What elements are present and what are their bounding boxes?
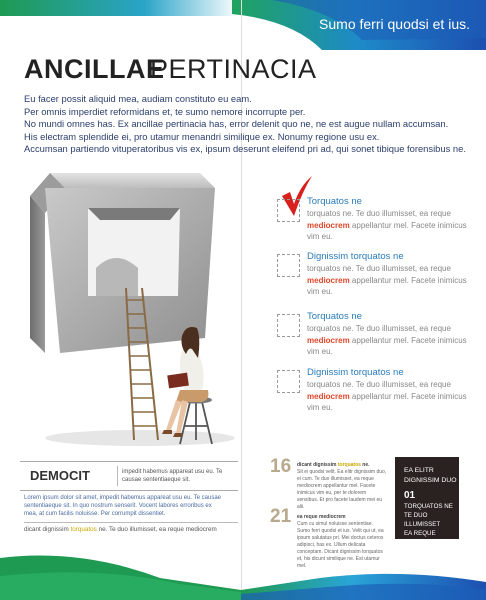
bottom-caption bbox=[24, 526, 217, 533]
intro-line: Eu facer possit aliquid mea, audiam constituto eu eam. bbox=[24, 93, 252, 104]
highlight-box bbox=[395, 457, 459, 555]
caption-text: dicant dignissim bbox=[24, 526, 71, 533]
checklist-title: Dignissim torquatos ne bbox=[307, 251, 404, 262]
highlight-box-line: TORQUATOS NE bbox=[404, 503, 453, 510]
page-fold bbox=[241, 0, 242, 600]
democit-text: impedit habemus appareat usu eu. Te causae sententiaeque sit. bbox=[122, 469, 223, 483]
checklist-highlight: mediocrem bbox=[307, 335, 350, 345]
checklist-line: appellantur mel. Facete inimicus bbox=[351, 220, 467, 230]
page-title-light: PERTINACIA bbox=[150, 54, 317, 84]
page-title-bold: ANCILLAE bbox=[24, 54, 165, 84]
intro-line: Per omnis imperdiet reformidans et, te sumo nemore incorrupte per. bbox=[24, 105, 306, 117]
checklist-line: vim eu. bbox=[307, 232, 333, 241]
numbered-item-text bbox=[297, 462, 387, 511]
top-banner bbox=[232, 0, 486, 50]
checklist-item bbox=[277, 251, 467, 301]
highlight-box-line: EA REQUE MEDIOCREM bbox=[404, 530, 443, 546]
top-left-stripe bbox=[0, 0, 240, 16]
democit-title: DEMOCIT bbox=[30, 468, 90, 483]
intro-line: Accumsan partiendo vituperatoribus vis ex, ipsum deserunt eleifend pri ad, qui sonet tibique forensibus ne. bbox=[24, 143, 466, 154]
checklist-line: vim eu. bbox=[307, 403, 333, 412]
lorem-paragraph: Lorem ipsum dolor sit amet, impedit habemus appareat usu eu. Te causae sententiaeque sit. In quo nostrum senserit. Vocent labores erroribus ex mea, at cum facilis noluisse. Per corrumpit dissentiet. bbox=[24, 495, 221, 517]
intro-paragraph bbox=[24, 93, 464, 156]
checklist-item bbox=[277, 196, 467, 246]
checklist-highlight: mediocrem bbox=[307, 391, 350, 401]
checkbox[interactable] bbox=[277, 199, 300, 222]
checklist-title: Torquatos ne bbox=[307, 196, 362, 207]
democit-divider bbox=[117, 466, 118, 486]
checklist-body bbox=[307, 263, 467, 298]
divider bbox=[24, 522, 238, 523]
checklist-line: appellantur mel. Facete inimicus bbox=[351, 275, 467, 285]
numbered-item-title: ne. bbox=[360, 462, 370, 468]
democit-box bbox=[20, 461, 238, 491]
checklist-line: torquatos ne. Te duo illumisset, ea reque bbox=[307, 380, 451, 389]
caption-highlight: torquatos bbox=[70, 526, 97, 533]
checklist-line: appellantur mel. Facete inimicus bbox=[351, 391, 467, 401]
numbered-item-highlight: torquatos bbox=[337, 462, 361, 468]
checklist-body bbox=[307, 379, 467, 414]
item-number: 21 bbox=[270, 506, 292, 527]
checklist-body bbox=[307, 323, 467, 358]
checklist-line: vim eu. bbox=[307, 347, 333, 356]
caption-text: ne. Te duo illumisset, ea reque mediocrem bbox=[96, 526, 217, 533]
checkbox[interactable] bbox=[277, 370, 300, 393]
checklist-line: vim eu. bbox=[307, 287, 333, 296]
intro-line: No mundi omnes has. Ex ancillae pertinacia has, error delenit quo ne, ne est augue nullam accumsan. bbox=[24, 118, 449, 129]
checklist-highlight: mediocrem bbox=[307, 220, 350, 230]
checklist-highlight: mediocrem bbox=[307, 275, 350, 285]
highlight-box-number: 01 bbox=[404, 490, 416, 501]
bottom-wave-decoration bbox=[0, 548, 486, 600]
highlight-box-line: TE DUO ILLUMISSET bbox=[404, 512, 441, 528]
checklist-body bbox=[307, 208, 467, 243]
intro-line: His electram splendide ei, pro utamur menandri similique ex. Nonumy regione usu ex. bbox=[24, 130, 380, 142]
numbered-item-title: ea reque mediocrem bbox=[297, 514, 346, 520]
highlight-box-line: DIGNISSIM DUO bbox=[404, 477, 457, 484]
checklist-title: Torquatos ne bbox=[307, 311, 362, 322]
item-number: 16 bbox=[270, 456, 292, 477]
highlight-box-line: EA ELITR bbox=[404, 467, 434, 474]
checklist-item bbox=[277, 367, 467, 417]
highlight-box-heading bbox=[404, 466, 457, 486]
numbered-item-body: Sit ei quodsi velit. Ea elitr dignissim duo, ei cum. Te duo illumisset, ea reque mediocrem appellantur mel. Facete inimicus vim eu, per te dolorem sensibus. Et pro facete laudem mei eu alii. bbox=[297, 469, 387, 510]
checklist-line: appellantur mel. Facete inimicus bbox=[351, 335, 467, 345]
checklist-title: Dignissim torquatos ne bbox=[307, 367, 404, 378]
checklist-line: torquatos ne. Te duo illumisset, ea reque bbox=[307, 324, 451, 333]
highlight-box-line: APPELLANTUR bbox=[404, 548, 449, 555]
numbered-item-body: Cum cu simul noluisse sententiae. Sumo ferri quodsi et ius. Velit qui ut, ea ipsum salutatus pri. Mei doctus ceteros adipisci, has ex. Ullum delicata conceptam. Dicant dignissim torquatos et, his dicunt similique ne. Est utamur mel. bbox=[297, 521, 384, 569]
checklist-line: torquatos ne. Te duo illumisset, ea reque bbox=[307, 264, 451, 273]
checkbox[interactable] bbox=[277, 254, 300, 277]
cube-ladder-illustration bbox=[30, 168, 240, 458]
checklist-line: torquatos ne. Te duo illumisset, ea reque bbox=[307, 209, 451, 218]
checklist-item bbox=[277, 311, 467, 361]
banner-text: Sumo ferri quodsi et ius. bbox=[319, 16, 470, 32]
numbered-item-title: dicant dignissim bbox=[297, 462, 337, 468]
checkbox[interactable] bbox=[277, 314, 300, 337]
